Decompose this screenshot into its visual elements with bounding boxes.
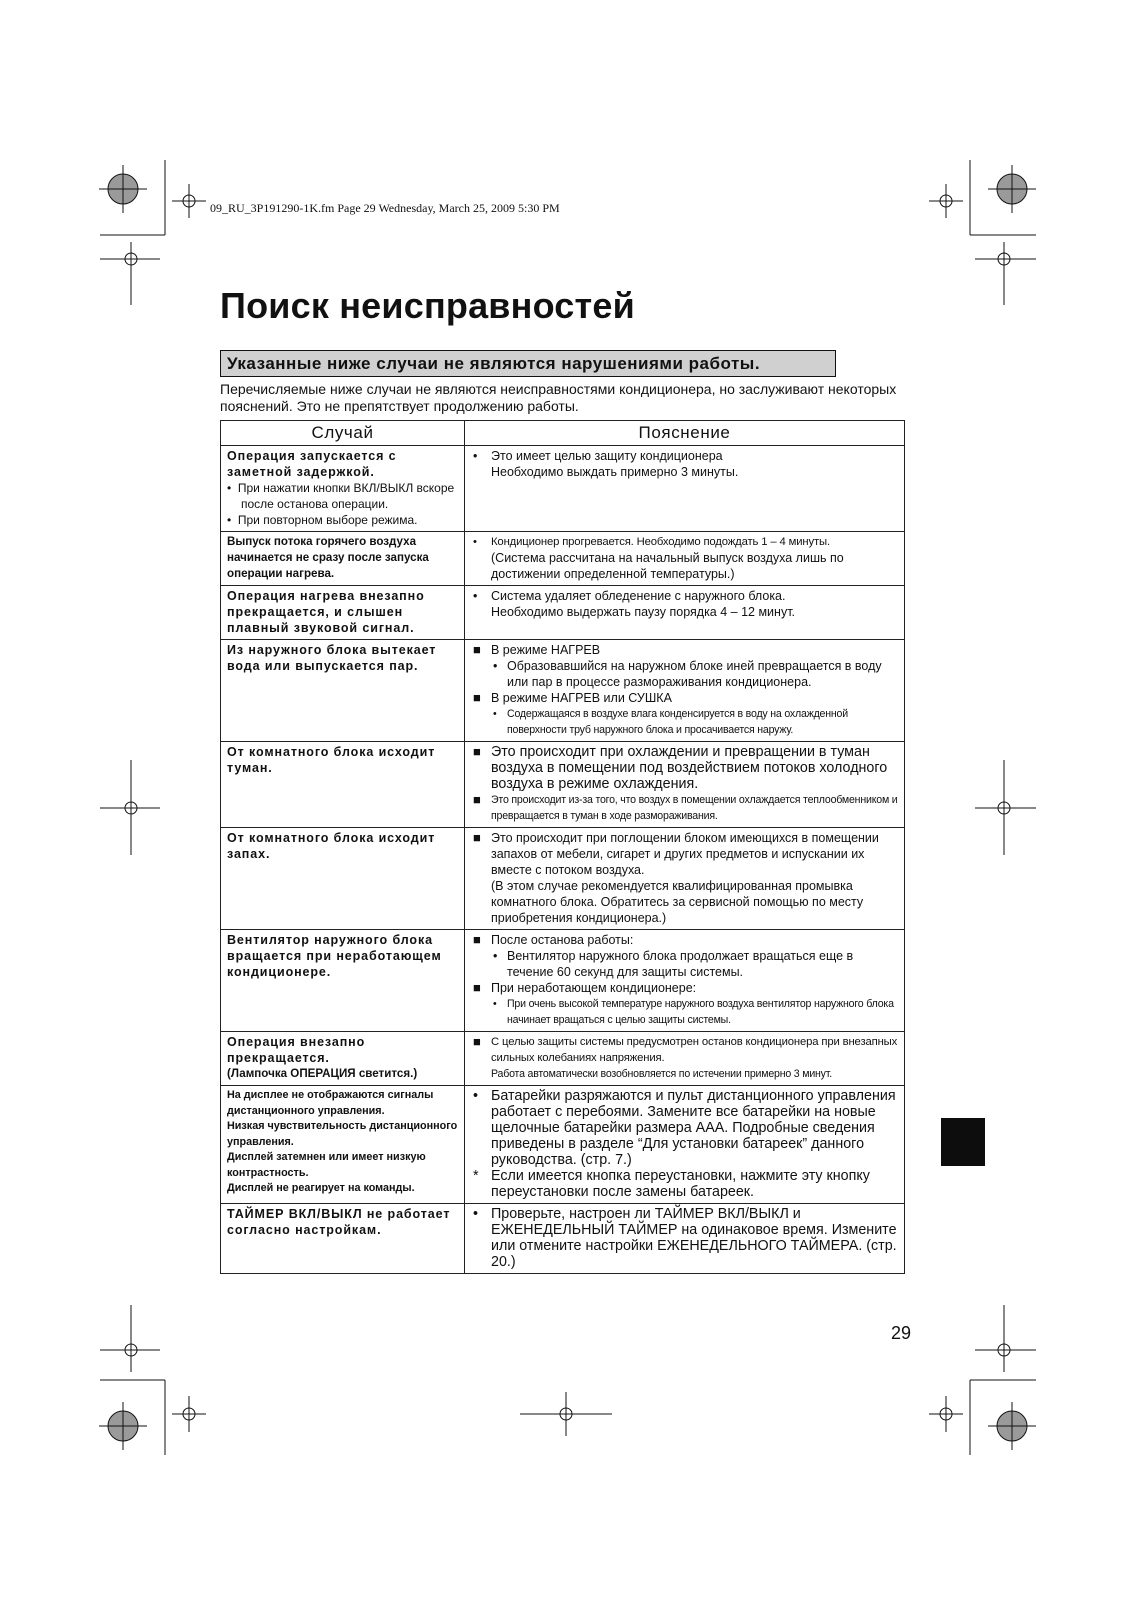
case-title: От комнатного блока исходит запах. [227,831,436,861]
case-note: (Лампочка ОПЕРАЦИЯ светится.) [227,1067,418,1080]
table-row [221,640,905,742]
case-cell [221,640,465,742]
explanation-cell [465,586,905,640]
sunburst-mark-bottom-right [988,1402,1036,1450]
case-title: Вентилятор наружного блока вращается при неработающем кондиционере. [227,933,442,979]
square-bullet-icon [473,642,487,658]
table-row [221,742,905,828]
crosshair-top-2 [929,184,963,218]
explanation-item: • Это имеет целью защиту кондиционера [471,448,898,464]
case-line: На дисплее не отображаются сигналы дистанционного управления. [227,1089,434,1117]
explanation-item: Работа автоматически возобновляется по истечении примерно 3 минут. [491,1068,833,1080]
asterisk-icon [473,1168,487,1184]
section-subtitle: Указанные ниже случаи не являются нарушениями работы. [220,350,836,377]
explanation-cell [465,532,905,586]
table-row [221,1204,905,1274]
bullet-icon [473,448,487,464]
table-row [221,930,905,1032]
explanation-item: ■ Это происходит при охлаждении и превращении в туман воздуха в помещении под воздействием потоков холодного воздуха в режиме охлаждения. [471,744,898,792]
explanation-item: Необходимо выдержать паузу порядка 4 – 12 минут. [491,605,796,619]
square-bullet-icon [473,744,487,760]
case-cell [221,586,465,640]
case-cell [221,930,465,1032]
explanation-item: (Система рассчитана на начальный выпуск воздуха лишь по достижении определенной температуры.) [491,551,844,581]
explanation-item: * Если имеется кнопка переустановки, нажмите эту кнопку переустановки после замены батареек. [471,1168,898,1200]
square-bullet-icon [473,690,487,706]
case-cell [221,742,465,828]
explanation-cell [465,446,905,532]
table-row [221,1086,905,1204]
table-row [221,1032,905,1086]
crosshair-bottom-center [520,1392,612,1436]
crosshair-top-1 [172,184,206,218]
table-header-row [221,421,905,446]
explanation-cell [465,640,905,742]
explanation-subitem: • При очень высокой температуре наружного воздуха вентилятор наружного блока начинает вращаться с целью защиты системы. [471,996,898,1028]
explanation-item: ■ Это происходит из-за того, что воздух в помещении охлаждается теплообменником и превращается в туман в ходе размораживания. [471,792,898,824]
explanation-subitem: • Вентилятор наружного блока продолжает вращаться еще в течение 60 секунд для защиты системы. [471,948,898,980]
square-bullet-icon [473,932,487,948]
table-row [221,828,905,930]
explanation-item: ■ При неработающем кондиционере: [471,980,898,996]
sunburst-mark-top-left [99,165,147,213]
case-cell [221,532,465,586]
case-cell [221,446,465,532]
case-title: Операция внезапно прекращается. [227,1035,366,1065]
explanation-cell [465,828,905,930]
bullet-icon [493,658,497,674]
explanation-item: ■ В режиме НАГРЕВ или СУШКА [471,690,898,706]
case-title: Из наружного блока вытекает вода или выпускается пар. [227,643,437,673]
explanation-cell [465,1086,905,1204]
file-header: 09_RU_3P191290-1K.fm Page 29 Wednesday, March 25, 2009 5:30 PM [210,201,560,215]
case-subitem: • При нажатии кнопки ВКЛ/ВЫКЛ вскоре после останова операции. [227,481,455,511]
case-cell [221,1204,465,1274]
column-header-explanation: Пояснение [465,421,905,446]
case-line: Низкая чувствительность дистанционного управления. [227,1120,458,1148]
square-bullet-icon [473,1034,487,1051]
case-title: ТАЙМЕР ВКЛ/ВЫКЛ не работает согласно настройкам. [227,1207,451,1237]
page-number: 29 [891,1323,912,1343]
bullet-icon [473,588,487,604]
explanation-cell [465,1032,905,1086]
sunburst-mark-top-right [988,165,1036,213]
square-bullet-icon [473,792,487,809]
bullet-icon [493,948,497,964]
intro-paragraph: Перечисляемые ниже случаи не являются неисправностями кондиционера, но заслуживают некоторых пояснений. Это не препятствует продолжению работы. [220,381,897,414]
explanation-cell [465,1204,905,1274]
crosshair-left-middle [100,760,160,855]
sunburst-mark-bottom-left [99,1402,147,1450]
section-tab-marker [941,1118,985,1166]
explanation-item: ■ С целью защиты системы предусмотрен останов кондиционера при внезапных сильных колебаниях напряжения. [471,1034,898,1066]
case-title: От комнатного блока исходит туман. [227,745,436,775]
explanation-item: (В этом случае рекомендуется квалифицированная промывка комнатного блока. Обратитесь за сервисной помощью по месту приобретения кондиционера.) [491,879,864,925]
case-title: Операция запускается с заметной задержкой. [227,449,397,479]
bullet-icon [473,1206,487,1222]
case-subitem: • При повторном выборе режима. [227,513,418,527]
crosshair-left-top [100,242,160,305]
table-row [221,532,905,586]
column-header-case: Случай [221,421,465,446]
square-bullet-icon [473,980,487,996]
explanation-cell [465,742,905,828]
crosshair-left-bottom [100,1305,160,1372]
case-title: Операция нагрева внезапно прекращается, и слышен плавный звуковой сигнал. [227,589,425,635]
square-bullet-icon [473,830,487,846]
crosshair-right-top [975,242,1036,305]
crosshair-right-middle [975,760,1036,855]
case-line: Дисплей затемнен или имеет низкую контрастность. [227,1151,426,1179]
crosshair-right-bottom [975,1305,1036,1372]
troubleshooting-table [220,420,905,1274]
case-cell [221,1032,465,1086]
explanation-item: ■ После останова работы: [471,932,898,948]
page-title: Поиск неисправностей [220,285,635,326]
explanation-item: ■ В режиме НАГРЕВ [471,642,898,658]
explanation-cell [465,930,905,1032]
table-row [221,446,905,532]
crosshair-bottom-1 [172,1396,206,1432]
explanation-item: Необходимо выждать примерно 3 минуты. [491,465,739,479]
explanation-item: ■ Это происходит при поглощении блоком имеющихся в помещении запахов от мебели, сигарет и других предметов и испускании их вместе с потоком воздуха. [471,830,898,878]
table-row [221,586,905,640]
bullet-icon [493,996,497,1012]
bullet-icon [493,706,497,722]
crosshair-bottom-2 [929,1396,963,1432]
bullet-icon [473,534,487,550]
case-cell [221,828,465,930]
explanation-subitem: • Образовавшийся на наружном блоке иней превращается в воду или пар в процессе размораживания кондиционера. [471,658,898,690]
case-cell [221,1086,465,1204]
explanation-item: • Система удаляет обледенение с наружного блока. [471,588,898,604]
explanation-item: • Проверьте, настроен ли ТАЙМЕР ВКЛ/ВЫКЛ и ЕЖЕНЕДЕЛЬНЫЙ ТАЙМЕР на одинаковое время. Измените или отмените настройки ЕЖЕНЕДЕЛЬНОГО ТАЙМЕРА. (стр. 20.) [471,1206,898,1270]
case-title: Выпуск потока горячего воздуха начинается не сразу после запуска операции нагрева. [227,535,429,580]
explanation-item: • Кондиционер прогревается. Необходимо подождать 1 – 4 минуты. [471,534,898,550]
explanation-subitem: • Содержащаяся в воздухе влага конденсируется в воду на охлажденной поверхности труб наружного блока и просачивается наружу. [471,706,898,738]
bullet-icon [473,1088,487,1104]
explanation-item: • Батарейки разряжаются и пульт дистанционного управления работает с перебоями. Замените все батарейки на новые щелочные батарейки размера AAA. Подробные сведения приведены в разделе “Для установки батареек” данного руководства. (стр. 7.) [471,1088,898,1168]
case-line: Дисплей не реагирует на команды. [227,1182,415,1194]
